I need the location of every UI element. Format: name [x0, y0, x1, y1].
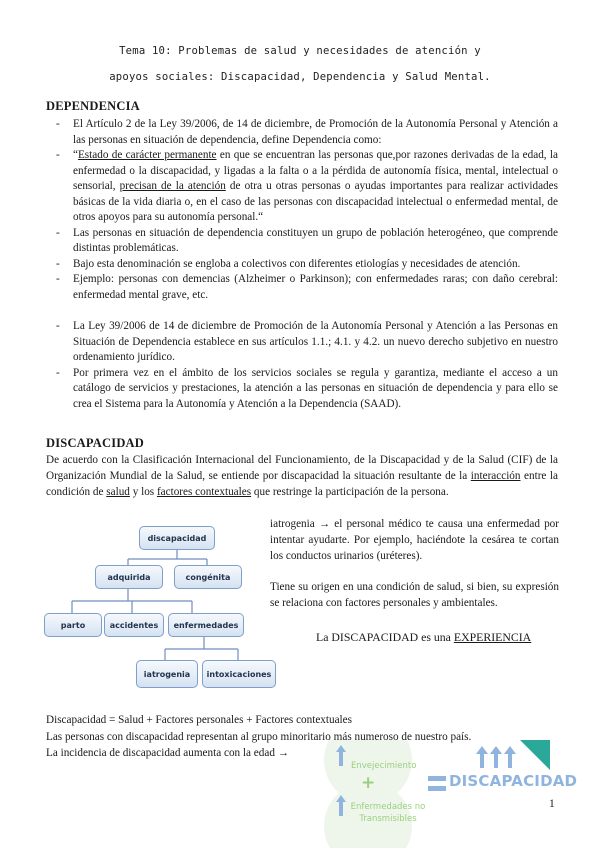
node-discapacidad: discapacidad [139, 526, 215, 550]
origen-paragraph: Tiene su origen en una condición de salud, si bien, su expresión se relaciona con factores personales y ambientales. [270, 581, 559, 609]
underlined-text: EXPERIENCIA [453, 630, 532, 644]
title-line-1: Tema 10: Problemas de salud y necesidades de atención y [119, 45, 481, 57]
discapacidad-tree-diagram [40, 515, 276, 705]
dependencia-heading: DEPENDENCIA [46, 99, 140, 113]
node-accidentes: accidentes [104, 613, 164, 637]
envejecimiento-label: Envejecimiento [351, 761, 417, 771]
incidencia-line: La incidencia de discapacidad aumenta con la edad → [46, 747, 289, 759]
discapacidad-heading: DISCAPACIDAD [46, 436, 145, 450]
equals-bar-bottom [428, 786, 446, 791]
page-number: 1 [549, 798, 555, 810]
underlined-text: precisan de la atención [119, 180, 226, 192]
list-item: - “Estado de carácter permanente en que se encuentran las personas que,por razones derivadas de la edad, la enfermedad o la discapacidad, y ligadas a la falta o a la pérdida de autonomía física, mental, intelectual o sensorial, precisan de la atención de otra u otras personas o ayudas importantes para realizar actividades básicas de la vida diaria o, en el caso de las personas con discapacidad intelectual o enfermedad mental, de otros apoyos para su autonomía personal.“ [46, 148, 558, 226]
list-item: - El Artículo 2 de la Ley 39/2006, de 14 de diciembre, de Promoción de la Autonomía Personal y Atención a las personas en situación de dependencia, define Dependencia como: [46, 117, 558, 148]
node-intoxicaciones: intoxicaciones [202, 660, 276, 688]
discapacidad-result: DISCAPACIDAD [449, 772, 578, 790]
formula-line: Discapacidad = Salud + Factores personales + Factores contextuales [46, 714, 352, 726]
minoritario-line: Las personas con discapacidad representan al grupo minoritario más numeroso de nuestro país. [46, 730, 472, 743]
iatrogenia-note: iatrogenia → el personal médico te causa una enfermedad por intentar ayudarte. Por ejemplo, haciéndote la cesárea te cortan los conductos urinarios (uréteres). [270, 518, 559, 562]
discapacidad-definition: De acuerdo con la Clasificación Internacional del Funcionamiento, de la Discapacidad y de la Salud (CIF) de la Organización Mundial de la Salud, se entiende por discapacidad la situación resultante de la interacción entre la condición de salud y los factores contextuales que restringe la participación de la persona. [46, 454, 558, 498]
list-item: - Las personas en situación de dependencia constituyen un grupo de población heterogéneo, que comprende distintas problemáticas. [46, 226, 558, 257]
discapacidad-infographic [320, 740, 578, 848]
dependencia-list [46, 117, 558, 412]
underlined-text: Estado de carácter permanente [77, 149, 217, 161]
node-iatrogenia: iatrogenia [136, 660, 198, 688]
equals-bar-top [428, 776, 446, 781]
enfermedades-label: Enfermedades no Transmisibles [350, 802, 426, 824]
list-item: - Ejemplo: personas con demencias (Alzheimer o Parkinson); con enfermedades raras; con daño cerebral: enfermedad mental grave, etc. [46, 272, 558, 303]
plus-sign: + [361, 773, 376, 793]
node-adquirida: adquirida [95, 565, 163, 589]
node-parto: parto [44, 613, 102, 637]
underlined-text: factores contextuales [156, 486, 252, 498]
experiencia-statement: La DISCAPACIDAD es una EXPERIENCIA [316, 630, 532, 644]
underlined-text: interacción [470, 470, 521, 482]
up-arrows-right [476, 746, 516, 768]
title-line-2: apoyos sociales: Discapacidad, Dependencia y Salud Mental. [109, 71, 491, 83]
list-item: - La Ley 39/2006 de 14 de diciembre de Promoción de la Autonomía Personal y Atención a las Personas en Situación de Dependencia establece en sus artículos 1.1.; 4.1. y 4.2. un nuevo derecho subjetivo en nuestro ordenamiento jurídico. [46, 319, 558, 366]
corner-triangle [520, 740, 550, 770]
node-enfermedades: enfermedades [168, 613, 244, 637]
node-congenita: congénita [174, 565, 242, 589]
list-item: - Por primera vez en el ámbito de los servicios sociales se regula y garantiza, mediante el acceso a un catálogo de servicios y prestaciones, la atención a las personas en situación de dependencia y para ello se crea el Sistema para la Autonomía y Atención a la Dependencia (SAAD). [46, 366, 558, 413]
list-item: - Bajo esta denominación se engloba a colectivos con diferentes etiologías y necesidades de atención. [46, 257, 558, 273]
document-title [0, 38, 600, 90]
infographic-graphics [320, 740, 552, 848]
underlined-text: salud [106, 486, 130, 498]
